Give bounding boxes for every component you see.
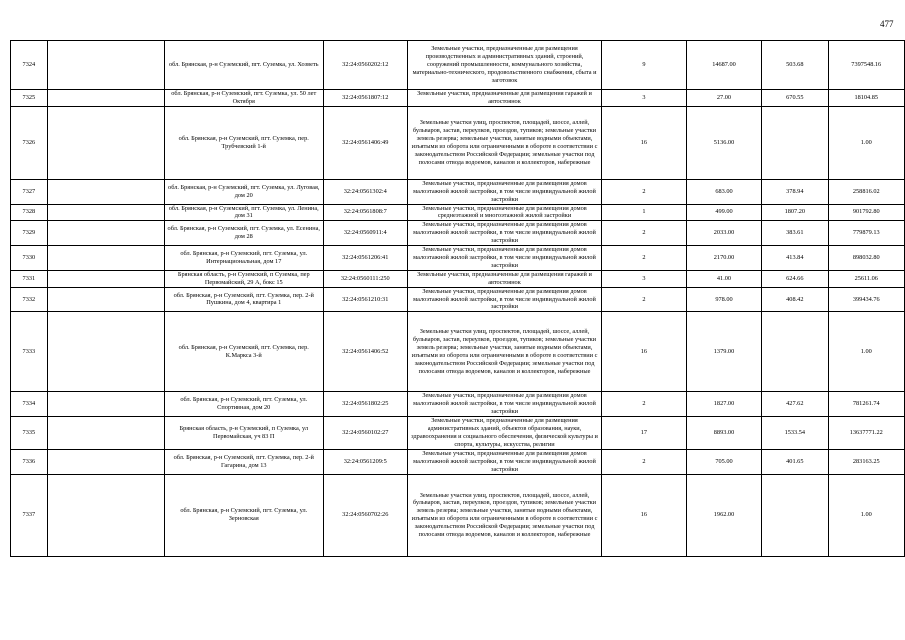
address-cell: обл. Брянская, р-н Суземский, пгт. Суземка, пер. К.Маркса 3-й [165, 312, 324, 392]
land-use-cell: Земельные участки, предназначенные для размещения домов малоэтажной жилой застройки, в том числе индивидуальной жилой застройки [408, 179, 602, 204]
land-use-cell: Земельные участки, предназначенные для размещения домов малоэтажной жилой застройки, в том числе индивидуальной жилой застройки [408, 392, 602, 417]
area-cell: 1827.00 [686, 392, 761, 417]
cadastral-value-cell: 13637771.22 [828, 417, 904, 450]
row-number-cell: 7334 [11, 392, 48, 417]
group-code-cell: 2 [601, 287, 686, 312]
table-row [11, 246, 905, 271]
cadastral-value-cell: 898032.80 [828, 246, 904, 271]
cadastral-value-cell: 25611.06 [828, 270, 904, 287]
rate-cell: 1533.54 [762, 417, 828, 450]
group-code-cell: 16 [601, 106, 686, 179]
area-cell: 27.00 [686, 90, 761, 107]
row-number-cell: 7326 [11, 106, 48, 179]
cadastral-value-cell: 781261.74 [828, 392, 904, 417]
address-cell: обл. Брянская, р-н Суземский, пгт. Суземка, ул. Ленина, дом 31 [165, 204, 324, 221]
blank-cell [47, 106, 164, 179]
land-use-cell: Земельные участки, предназначенные для размещения домов малоэтажной жилой застройки, в том числе индивидуальной жилой застройки [408, 221, 602, 246]
area-cell: 1962.00 [686, 474, 761, 556]
group-code-cell: 9 [601, 41, 686, 90]
group-code-cell: 2 [601, 246, 686, 271]
land-use-cell: Земельные участки, предназначенные для размещения домов малоэтажной жилой застройки, в том числе индивидуальной жилой застройки [408, 287, 602, 312]
row-number-cell: 7335 [11, 417, 48, 450]
group-code-cell: 2 [601, 450, 686, 475]
group-code-cell: 17 [601, 417, 686, 450]
area-cell: 499.00 [686, 204, 761, 221]
address-cell: обл. Брянская, р-н Суземский, пгт. Суземка, пер. 2-й Пушкина, дом 4, квартира 1 [165, 287, 324, 312]
group-code-cell: 3 [601, 270, 686, 287]
address-cell: обл. Брянская, р-н Суземский, пгт. Суземка, ул. Есенина, дом 28 [165, 221, 324, 246]
rate-cell: 1807.20 [762, 204, 828, 221]
row-number-cell: 7330 [11, 246, 48, 271]
area-cell: 978.00 [686, 287, 761, 312]
area-cell: 2033.00 [686, 221, 761, 246]
address-cell: обл. Брянская, р-н Суземский, пгт. Суземка, ул. Спортивная, дом 20 [165, 392, 324, 417]
blank-cell [47, 204, 164, 221]
cadastral-number-cell: 32:24:0561802:25 [323, 392, 408, 417]
cadastral-number-cell: 32:24:0560102:27 [323, 417, 408, 450]
cadastral-number-cell: 32:24:0561406:49 [323, 106, 408, 179]
cadastral-number-cell: 32:24:0560111:250 [323, 270, 408, 287]
address-cell: обл. Брянская, р-н Суземский, пгт. Суземка, пер. 2-й Гагарина, дом 13 [165, 450, 324, 475]
cadastral-number-cell: 32:24:0561302:4 [323, 179, 408, 204]
land-use-cell: Земельные участки, предназначенные для размещения домов малоэтажной жилой застройки, в том числе индивидуальной жилой застройки [408, 246, 602, 271]
cadastral-number-cell: 32:24:0560911:4 [323, 221, 408, 246]
cadastral-value-cell: 399434.76 [828, 287, 904, 312]
group-code-cell: 3 [601, 90, 686, 107]
cadastral-value-cell: 1.00 [828, 474, 904, 556]
group-code-cell: 16 [601, 312, 686, 392]
group-code-cell: 2 [601, 221, 686, 246]
rate-cell: 427.62 [762, 392, 828, 417]
cadastral-table [10, 40, 905, 557]
blank-cell [47, 474, 164, 556]
land-use-cell: Земельные участки, предназначенные для размещения домов среднеэтажной и многоэтажной жилой застройки [408, 204, 602, 221]
area-cell: 8893.00 [686, 417, 761, 450]
blank-cell [47, 246, 164, 271]
row-number-cell: 7337 [11, 474, 48, 556]
area-cell: 41.00 [686, 270, 761, 287]
area-cell: 683.00 [686, 179, 761, 204]
blank-cell [47, 179, 164, 204]
cadastral-number-cell: 32:24:0561808:7 [323, 204, 408, 221]
land-use-cell: Земельные участки, предназначенные для размещения гаражей и автостоянок [408, 270, 602, 287]
land-use-cell: Земельные участки улиц, проспектов, площадей, шоссе, аллей, бульваров, застав, переулков, проездов, тупиков; земельные участки земель резерва; земельные участки, занятые водными объектами, изъятыми из оборота или ограниченными в обороте в соответствии с законодательством Российской Федерации; земельные участки под полосами отвода водоемов, каналов и коллекторов, набережные [408, 474, 602, 556]
land-use-cell: Земельные участки улиц, проспектов, площадей, шоссе, аллей, бульваров, застав, переулков, проездов, тупиков; земельные участки земель резерва; земельные участки, занятые водными объектами, изъятыми из оборота или ограниченными в обороте в соответствии с законодательством Российской Федерации; земельные участки под полосами отвода водоемов, каналов и коллекторов, набережные [408, 312, 602, 392]
row-number-cell: 7332 [11, 287, 48, 312]
address-cell: Брянская область, р-н Суземский, п Суземка, пер Первомайский, 29 А, бокс 15 [165, 270, 324, 287]
table-row [11, 287, 905, 312]
table-row [11, 474, 905, 556]
address-cell: обл. Брянская, р-н Суземский, пгт. Суземка, ул. Хозветь [165, 41, 324, 90]
cadastral-number-cell: 32:24:0560702:26 [323, 474, 408, 556]
blank-cell [47, 221, 164, 246]
area-cell: 1379.00 [686, 312, 761, 392]
rate-cell [762, 312, 828, 392]
rate-cell: 413.84 [762, 246, 828, 271]
group-code-cell: 1 [601, 204, 686, 221]
table-row [11, 90, 905, 107]
rate-cell [762, 106, 828, 179]
row-number-cell: 7329 [11, 221, 48, 246]
land-use-cell: Земельные участки улиц, проспектов, площадей, шоссе, аллей, бульваров, застав, переулков, проездов, тупиков; земельные участки земель резерва; земельные участки, занятые водными объектами, изъятыми из оборота или ограниченными в обороте в соответствии с законодательством Российской Федерации; земельные участки под полосами отвода водоемов, каналов и коллекторов, набережные [408, 106, 602, 179]
row-number-cell: 7324 [11, 41, 48, 90]
rate-cell: 383.61 [762, 221, 828, 246]
rate-cell: 408.42 [762, 287, 828, 312]
blank-cell [47, 417, 164, 450]
table-row [11, 270, 905, 287]
cadastral-value-cell: 1.00 [828, 106, 904, 179]
group-code-cell: 16 [601, 474, 686, 556]
cadastral-value-cell: 7397548.16 [828, 41, 904, 90]
area-cell: 705.00 [686, 450, 761, 475]
table-row [11, 450, 905, 475]
blank-cell [47, 41, 164, 90]
blank-cell [47, 392, 164, 417]
group-code-cell: 2 [601, 392, 686, 417]
row-number-cell: 7333 [11, 312, 48, 392]
area-cell: 5136.00 [686, 106, 761, 179]
rate-cell: 378.94 [762, 179, 828, 204]
row-number-cell: 7325 [11, 90, 48, 107]
cadastral-value-cell: 779879.13 [828, 221, 904, 246]
row-number-cell: 7331 [11, 270, 48, 287]
table-row [11, 221, 905, 246]
table-row [11, 392, 905, 417]
rate-cell [762, 474, 828, 556]
cadastral-value-cell: 283163.25 [828, 450, 904, 475]
rate-cell: 503.68 [762, 41, 828, 90]
address-cell: обл. Брянская, р-н Суземский, пгт. Суземка, ул. Луговая, дом 20 [165, 179, 324, 204]
land-use-cell: Земельные участки, предназначенные для размещения гаражей и автостоянок [408, 90, 602, 107]
rate-cell: 401.65 [762, 450, 828, 475]
land-use-cell: Земельные участки, предназначенные для размещения домов малоэтажной жилой застройки, в том числе индивидуальной жилой застройки [408, 450, 602, 475]
blank-cell [47, 270, 164, 287]
table-row [11, 417, 905, 450]
address-cell: Брянская область, р-н Суземский, п Суземка, ул Первомайская, уч 83 П [165, 417, 324, 450]
address-cell: обл. Брянская, р-н Суземский, пгт. Суземка, ул. Зерновская [165, 474, 324, 556]
cadastral-number-cell: 32:24:0560202:12 [323, 41, 408, 90]
row-number-cell: 7336 [11, 450, 48, 475]
page-number: 477 [880, 19, 894, 29]
cadastral-value-cell: 258816.02 [828, 179, 904, 204]
area-cell: 14687.00 [686, 41, 761, 90]
address-cell: обл. Брянская, р-н Суземский, пгт. Суземка, ул. Интернациональная, дом 17 [165, 246, 324, 271]
blank-cell [47, 287, 164, 312]
table-row [11, 106, 905, 179]
land-use-cell: Земельные участки, предназначенные для размещения административных зданий, объектов образования, науки, здравоохранения и социального обеспечения, физической культуры и спорта, культуры, искусства, религии [408, 417, 602, 450]
cadastral-value-cell: 901792.80 [828, 204, 904, 221]
group-code-cell: 2 [601, 179, 686, 204]
row-number-cell: 7327 [11, 179, 48, 204]
cadastral-number-cell: 32:24:0561210:31 [323, 287, 408, 312]
address-cell: обл. Брянская, р-н Суземский, пгт. Суземка, пер. Трубчевский 1-й [165, 106, 324, 179]
address-cell: обл. Брянская, р-н Суземский, пгт. Суземка, ул. 50 лет Октября [165, 90, 324, 107]
cadastral-number-cell: 32:24:0561807:12 [323, 90, 408, 107]
cadastral-number-cell: 32:24:0561209:5 [323, 450, 408, 475]
table-row [11, 312, 905, 392]
row-number-cell: 7328 [11, 204, 48, 221]
rate-cell: 624.66 [762, 270, 828, 287]
blank-cell [47, 90, 164, 107]
blank-cell [47, 450, 164, 475]
blank-cell [47, 312, 164, 392]
table-row [11, 41, 905, 90]
cadastral-value-cell: 1.00 [828, 312, 904, 392]
land-use-cell: Земельные участки, предназначенные для размещения производственных и административных зданий, строений, сооружений промышленности, коммунального хозяйства, материально-технического, продовольственного снабжения, сбыта и заготовок [408, 41, 602, 90]
area-cell: 2170.00 [686, 246, 761, 271]
rate-cell: 670.55 [762, 90, 828, 107]
table-row [11, 179, 905, 204]
table-row [11, 204, 905, 221]
cadastral-value-cell: 18104.85 [828, 90, 904, 107]
cadastral-number-cell: 32:24:0561406:52 [323, 312, 408, 392]
cadastral-number-cell: 32:24:0561206:41 [323, 246, 408, 271]
